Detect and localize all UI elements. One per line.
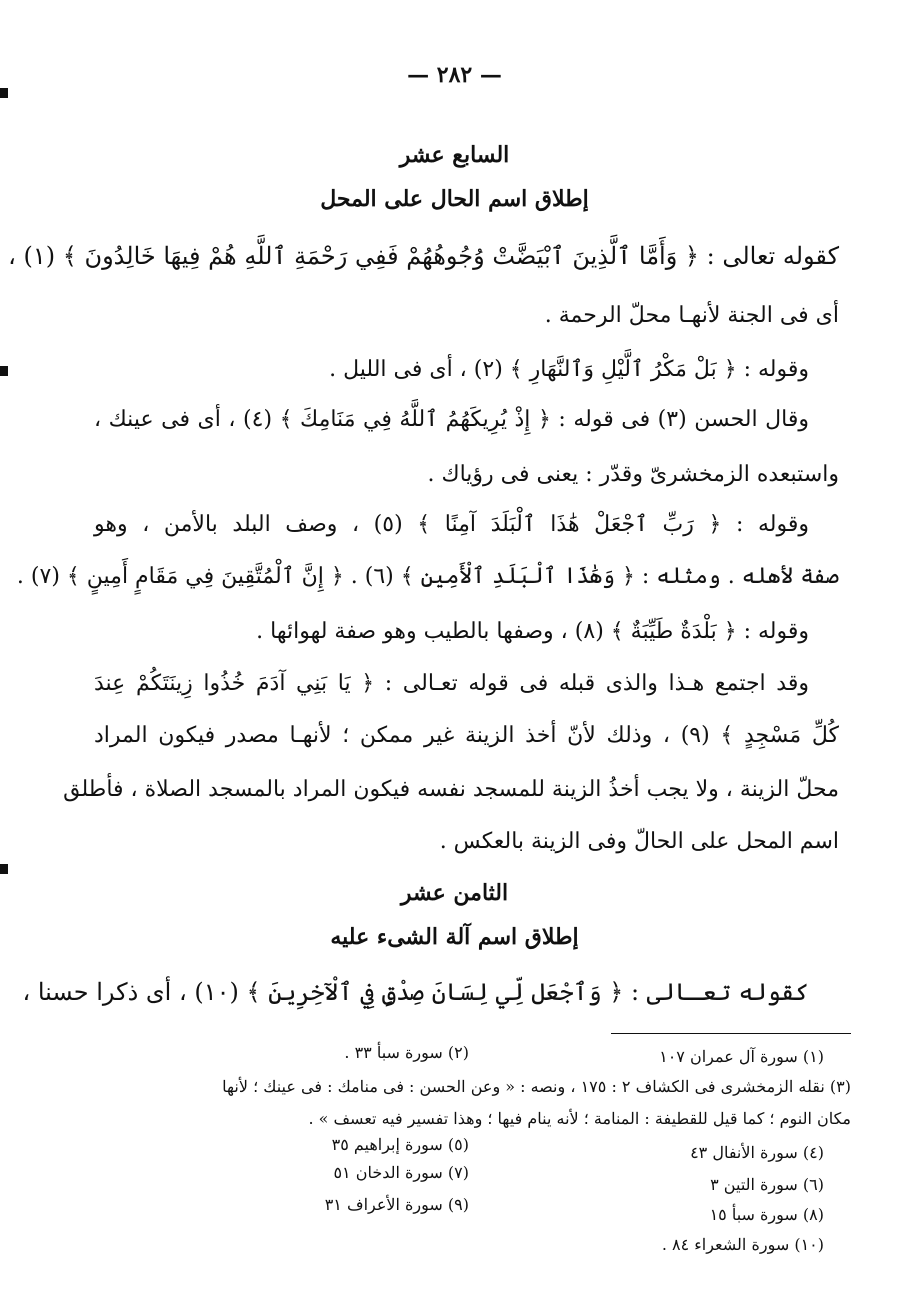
body-line-5: واستبعده الزمخشرىّ وقدّر : يعنى فى رؤياك . bbox=[427, 462, 839, 487]
footnote-4: (٤) سورة الأنفال ٤٣ bbox=[690, 1143, 824, 1162]
footnote-3-continued: مكان النوم ؛ كما قيل للقطيفة : المنامة ؛ لأنه ينام فيها ؛ وهذا تفسير فيه تعسف » . bbox=[308, 1109, 851, 1128]
footnote-8: (٨) سورة سبأ ١٥ bbox=[709, 1205, 824, 1224]
section-18-title: إطلاق اسم آلة الشىء عليه bbox=[330, 924, 579, 950]
body-line-3: وقوله : ﴿ بَلْ مَكْرُ ٱلَّيْلِ وَٱلنَّهَارِ ﴾ (٢) ، أى فى الليل . bbox=[329, 357, 809, 382]
body-line-7: صفة لأهله . ومثله : ﴿ وَهَٰذَا ٱلْبَلَدِ ٱلْأَمِينِ ﴾ (٦) . ﴿ إِنَّ ٱلْمُتَّقِينَ فِي مَقَامٍ أَمِينٍ ﴾ (٧) . bbox=[16, 564, 839, 589]
body-line-12: اسم المحل على الحالّ وفى الزينة بالعكس . bbox=[439, 829, 839, 854]
footnote-7: (٧) سورة الدخان ٥١ bbox=[333, 1163, 469, 1182]
body-line-1: كقوله تعالى : ﴿ وَأَمَّا ٱلَّذِينَ ٱبْيَضَّتْ وُجُوهُهُمْ فَفِي رَحْمَةِ ٱللَّهِ هُمْ فِيهَا خَالِدُونَ ﴾ (١) ، bbox=[8, 242, 839, 270]
scan-mark bbox=[0, 88, 8, 98]
footnote-6: (٦) سورة التين ٣ bbox=[710, 1175, 824, 1194]
footnote-2: (٢) سورة سبأ ٣٣ . bbox=[344, 1043, 469, 1062]
body-line-2: أى فى الجنة لأنهـا محلّ الرحمة . bbox=[544, 303, 839, 328]
footnote-9: (٩) سورة الأعراف ٣١ bbox=[324, 1195, 469, 1214]
footnote-1: (١) سورة آل عمران ١٠٧ bbox=[659, 1047, 824, 1066]
scan-mark bbox=[0, 864, 8, 874]
scan-mark bbox=[0, 366, 8, 376]
body-line-4: وقال الحسن (٣) فى قوله : ﴿ إِذْ يُرِيكَهُمُ ٱللَّهُ فِي مَنَامِكَ ﴾ (٤) ، أى فى عينك ، bbox=[94, 407, 809, 432]
section-18-number: الثامن عشر bbox=[400, 880, 509, 906]
body-line-9: وقد اجتمع هـذا والذى قبله فى قوله تعـالى : ﴿ يَا بَنِي آدَمَ خُذُوا زِينَتَكُمْ عِندَ bbox=[94, 671, 809, 696]
footnote-divider bbox=[611, 1033, 851, 1034]
section-17-number: السابع عشر bbox=[399, 142, 510, 168]
body-line-13: كقوله تعـالى : ﴿ وَٱجْعَل لِّي لِسَانَ صِدْقٍ فِي ٱلْآخِرِينَ ﴾ (١٠) ، أى ذكرا حسنا ، bbox=[22, 978, 809, 1006]
body-line-8: وقوله : ﴿ بَلْدَةٌ طَيِّبَةٌ ﴾ (٨) ، وصفها بالطيب وهو صفة لهوائها . bbox=[256, 619, 809, 644]
footnote-3: (٣) نقله الزمخشرى فى الكشاف ٢ : ١٧٥ ، ونصه : « وعن الحسن : فى منامك : فى عينك ؛ لأنها bbox=[222, 1077, 851, 1096]
section-17-title: إطلاق اسم الحال على المحل bbox=[320, 186, 589, 212]
body-line-6: وقوله : ﴿ رَبِّ ٱجْعَلْ هَٰذَا ٱلْبَلَدَ آمِنًا ﴾ (٥) ، وصف البلد بالأمن ، وهو bbox=[94, 512, 809, 537]
body-line-11: محلّ الزينة ، ولا يجب أخذُ الزينة للمسجد نفسه فيكون المراد بالمسجد الصلاة ، فأطلق bbox=[63, 777, 839, 802]
footnote-5: (٥) سورة إبراهيم ٣٥ bbox=[331, 1135, 469, 1154]
footnote-10: (١٠) سورة الشعراء ٨٤ . bbox=[661, 1235, 824, 1254]
page-number: — ٢٨٢ — bbox=[407, 62, 502, 88]
body-line-10: كُلِّ مَسْجِدٍ ﴾ (٩) ، وذلك لأنّ أخذ الزينة غير ممكن ؛ لأنهـا مصدر فيكون المراد bbox=[94, 723, 839, 748]
